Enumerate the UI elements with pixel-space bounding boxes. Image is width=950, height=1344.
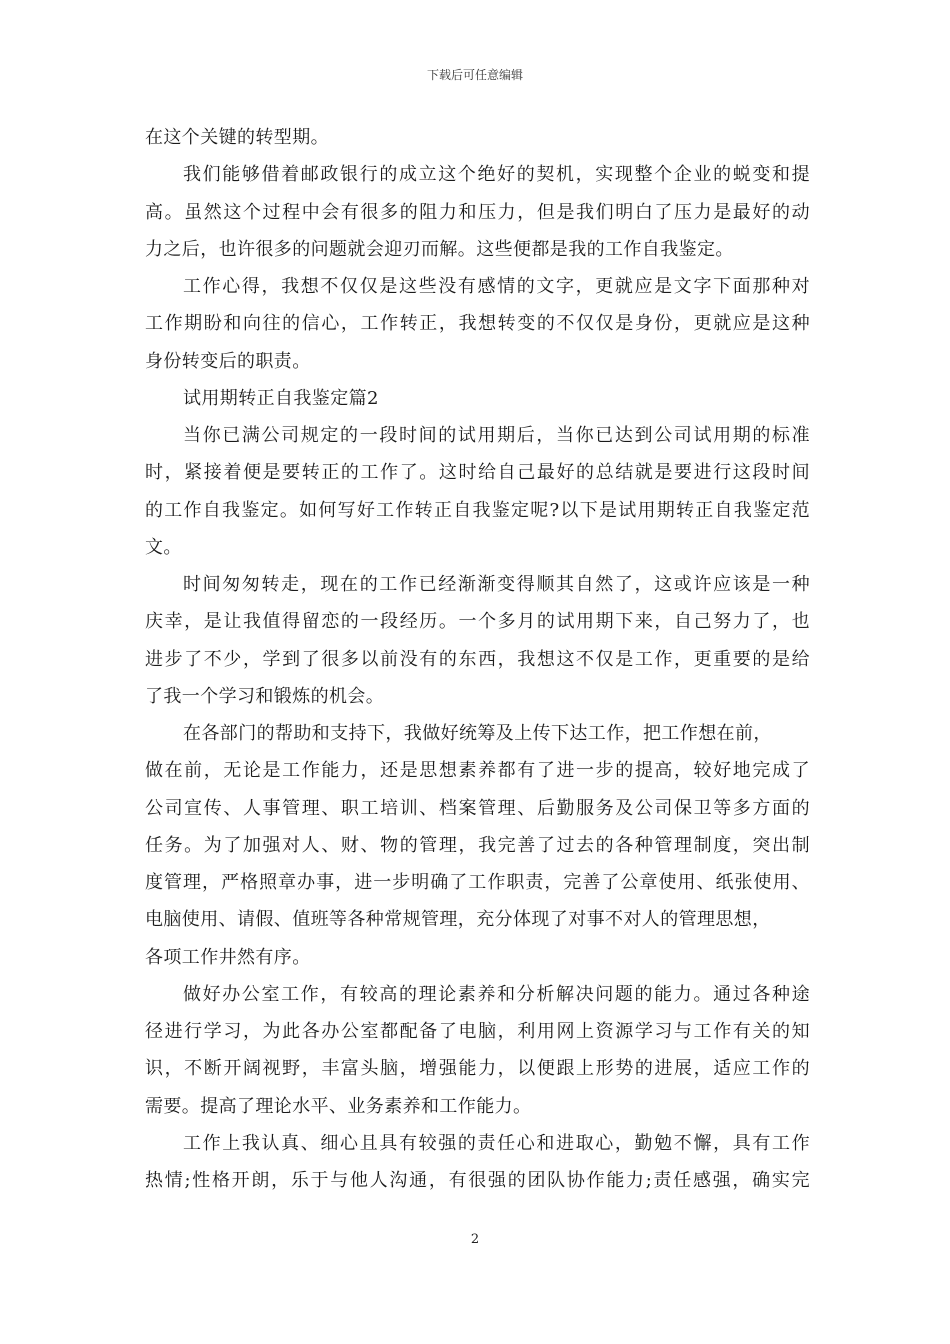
text-line: 任务。为了加强对人、财、物的管理，我完善了过去的各种管理制度，突出制: [145, 834, 810, 856]
text-line: 热情;性格开朗，乐于与他人沟通，有很强的团队协作能力;责任感强，确实完: [145, 1170, 810, 1191]
text-line: 识，不断开阔视野，丰富头脑，增强能力，以便跟上形势的进展，适应工作的: [145, 1058, 810, 1080]
text-line: 径进行学习，为此各办公室都配备了电脑，利用网上资源学习与工作有关的知: [145, 1021, 810, 1042]
text-line: 在这个关键的转型期。: [145, 127, 329, 148]
text-line: 文。: [145, 536, 182, 558]
text-line: 我们能够借着邮政银行的成立这个绝好的契机，实现整个企业的蜕变和提: [183, 164, 810, 186]
header-note: 下载后可任意编辑: [426, 68, 523, 82]
page-number: 2: [470, 1232, 480, 1247]
text-line: 当你已满公司规定的一段时间的试用期后，当你已达到公司试用期的标准: [183, 425, 810, 446]
text-line: 做好办公室工作，有较高的理论素养和分析解决问题的能力。通过各种途: [183, 983, 810, 1005]
text-line: 工作心得，我想不仅仅是这些没有感情的文字，更就应是文字下面那种对: [183, 276, 810, 297]
text-line: 高。虽然这个过程中会有很多的阻力和压力，但是我们明白了压力是最好的动: [145, 201, 810, 223]
text-line: 电脑使用、请假、值班等各种常规管理，充分体现了对事不对人的管理思想，: [145, 909, 771, 931]
text-line: 力之后，也许很多的问题就会迎刃而解。这些便都是我的工作自我鉴定。: [145, 238, 734, 260]
body-text: [145, 119, 810, 1199]
text-line: 需要。提高了理论水平、业务素养和工作能力。: [145, 1095, 532, 1117]
text-line: 各项工作井然有序。: [145, 946, 311, 968]
text-line: 时，紧接着便是要转正的工作了。这时给自己最好的总结就是要进行这段时间: [145, 462, 810, 484]
text-line: 工作上我认真、细心且具有较强的责任心和进取心，勤勉不懈，具有工作: [183, 1132, 810, 1154]
section-heading: 试用期转正自我鉴定篇2: [183, 387, 379, 409]
text-line: 在各部门的帮助和支持下，我做好统筹及上传下达工作，把工作想在前，: [183, 723, 772, 744]
text-line: 做在前，无论是工作能力，还是思想素养都有了进一步的提高，较好地完成了: [145, 760, 810, 782]
text-line: 了我一个学习和锻炼的机会。: [145, 685, 385, 707]
text-line: 身份转变后的职责。: [145, 350, 311, 372]
text-line: 时间匆匆转走，现在的工作已经渐渐变得顺其自然了，这或许应该是一种: [183, 574, 810, 595]
text-line: 的工作自我鉴定。如何写好工作转正自我鉴定呢?以下是试用期转正自我鉴定范: [145, 499, 810, 521]
text-line: 庆幸，是让我值得留恋的一段经历。一个多月的试用期下来，自己努力了，也: [145, 611, 810, 633]
text-line: 公司宣传、人事管理、职工培训、档案管理、后勤服务及公司保卫等多方面的: [145, 797, 810, 819]
text-line: 度管理，严格照章办事，进一步明确了工作职责，完善了公章使用、纸张使用、: [145, 872, 810, 893]
text-line: 进步了不少，学到了很多以前没有的东西，我想这不仅是工作，更重要的是给: [145, 648, 810, 670]
text-line: 工作期盼和向往的信心，工作转正，我想转变的不仅仅是身份，更就应是这种: [145, 313, 810, 335]
